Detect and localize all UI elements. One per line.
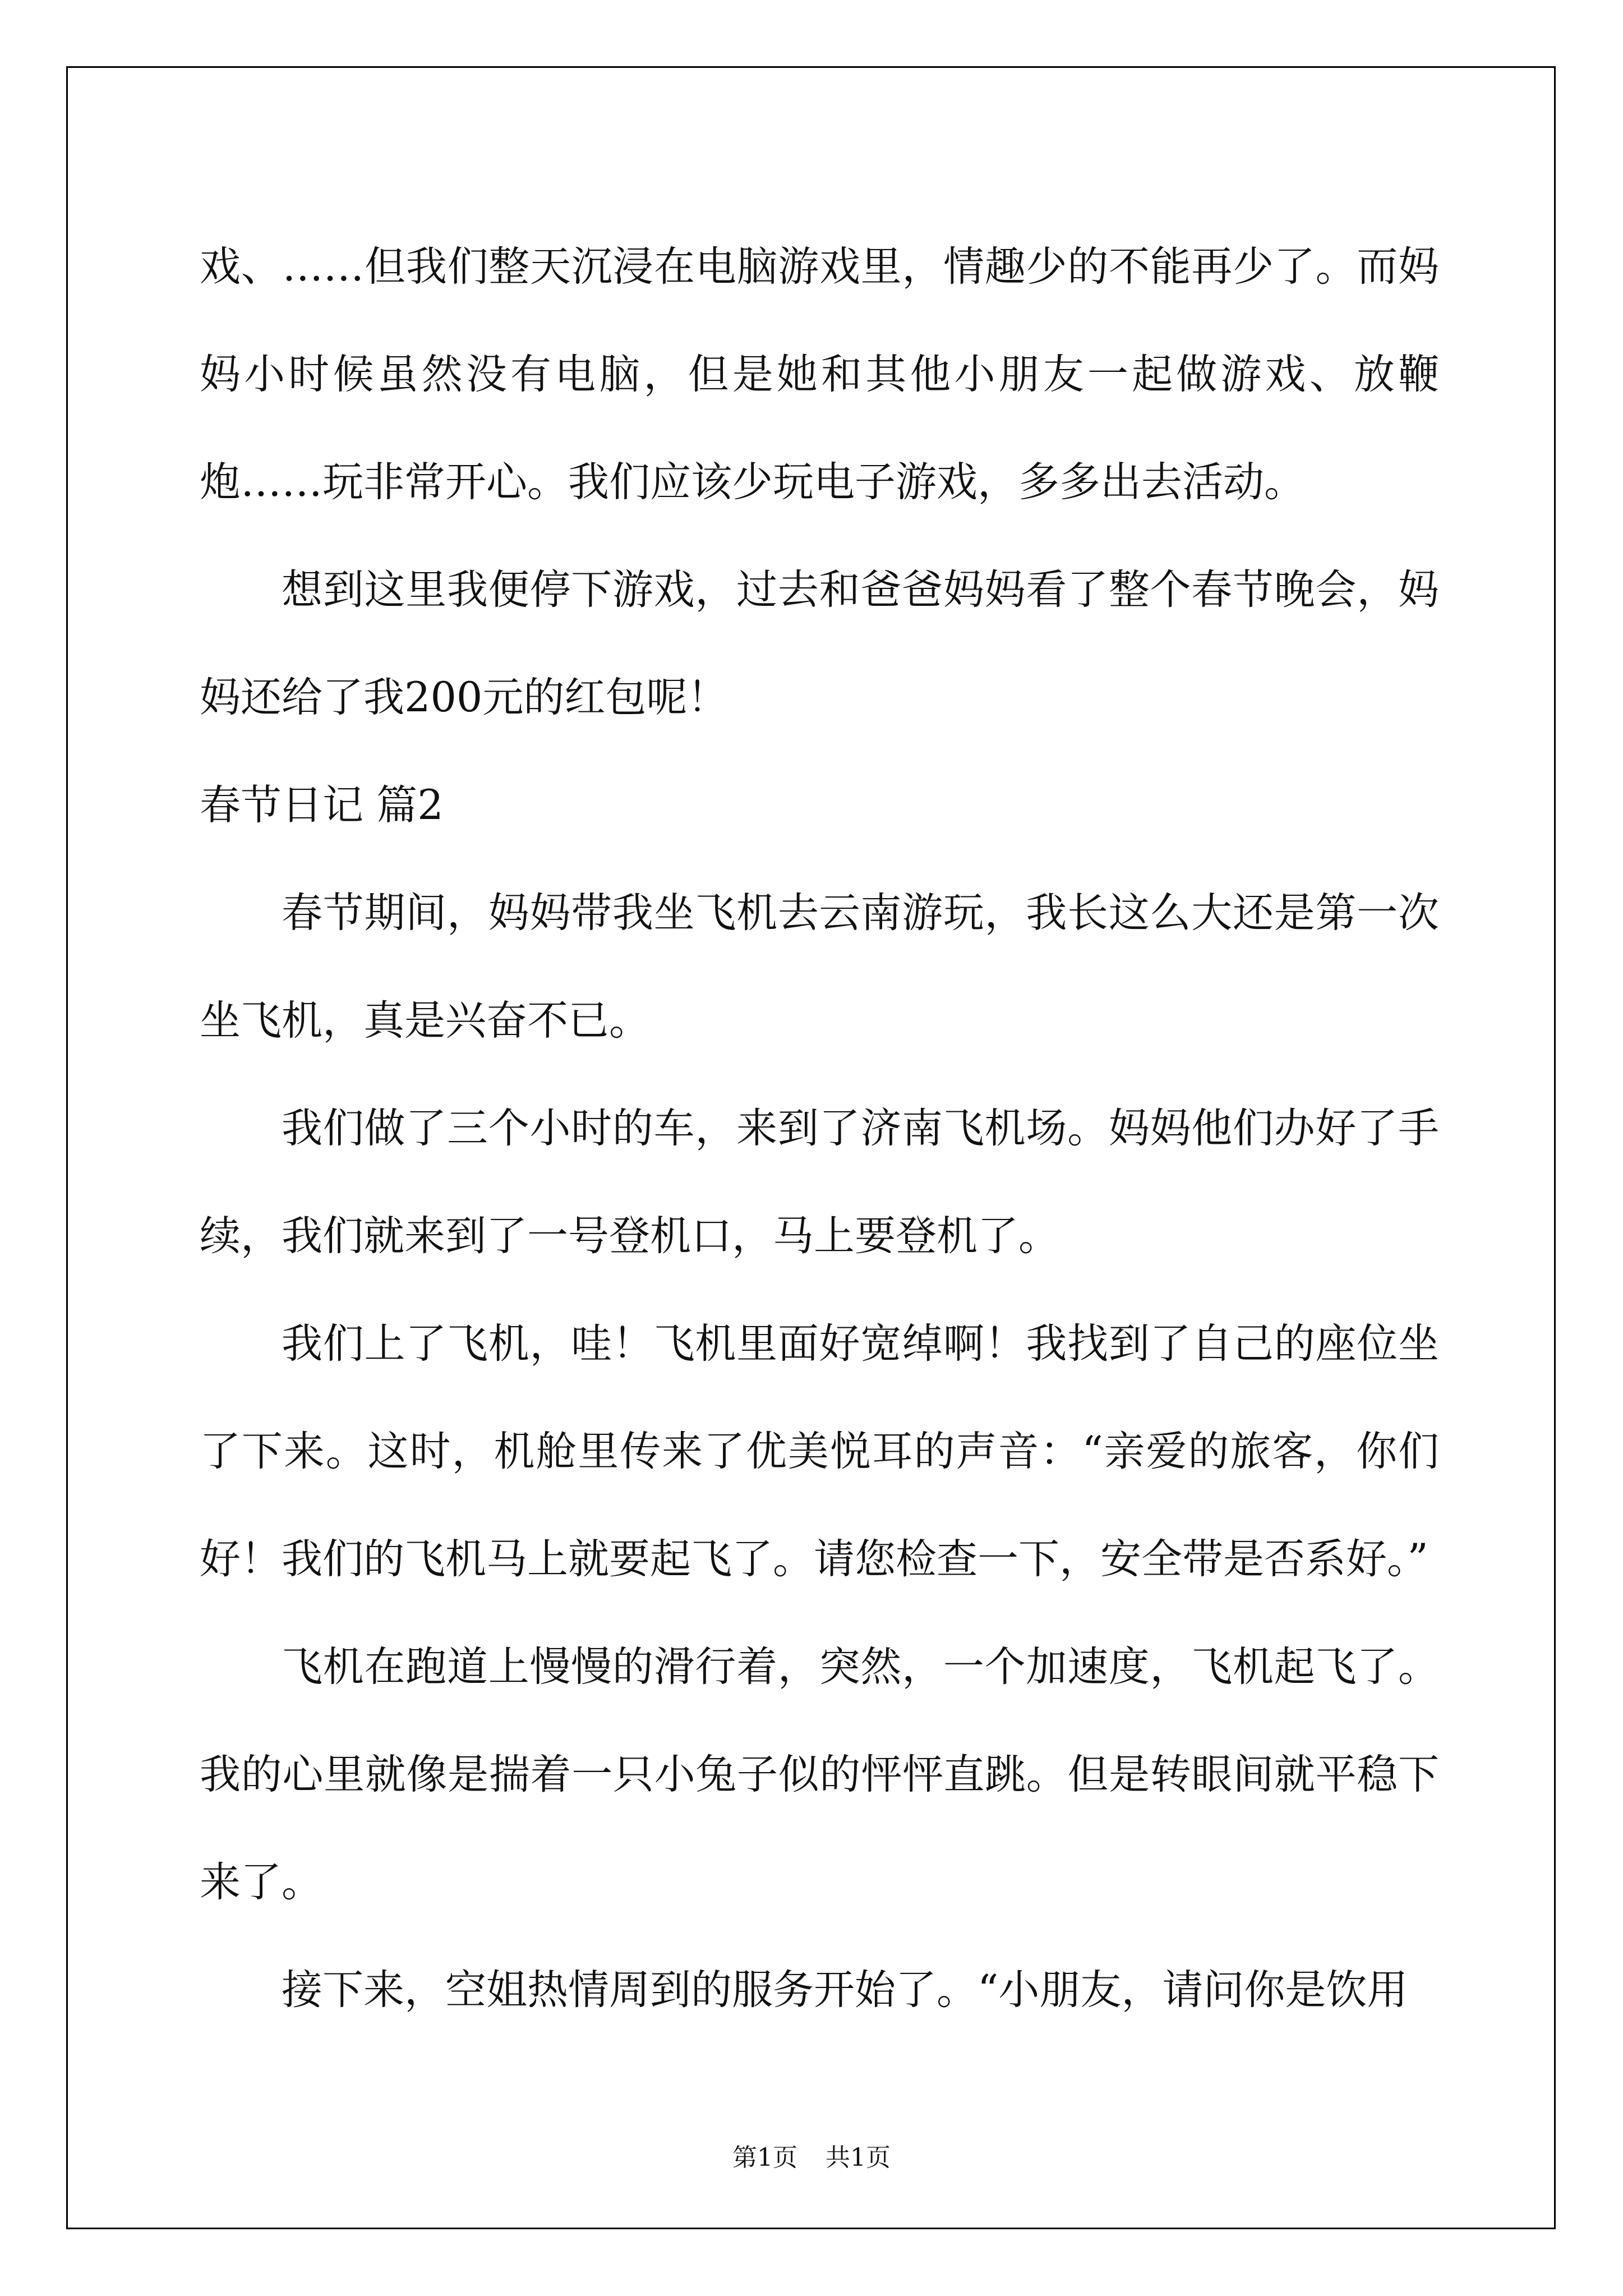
paragraph-2: 想到这里我便停下游戏，过去和爸爸妈妈看了整个春节晚会，妈妈还给了我200元的红包呢！ — [200, 566, 1439, 721]
section-heading: 春节日记 篇2 — [200, 781, 444, 829]
paragraph-4: 我们做了三个小时的车，来到了济南飞机场。妈妈他们办好了手续，我们就来到了一号登机口，马上要登机了。 — [200, 1105, 1439, 1260]
document-body — [200, 213, 1439, 2044]
paragraph-1: 戏、……但我们整天沉浸在电脑游戏里，情趣少的不能再少了。而妈妈小时候虽然没有电脑，但是她和其他小朋友一起做游戏、放鞭炮……玩非常开心。我们应该少玩电子游戏，多多出去活动。 — [200, 243, 1439, 506]
paragraph-7: 接下来，空姐热情周到的服务开始了。“小朋友，请问你是饮用 — [282, 1966, 1408, 2014]
paragraph-3: 春节期间，妈妈带我坐飞机去云南游玩，我长这么大还是第一次坐飞机，真是兴奋不已。 — [200, 889, 1439, 1045]
page-number: 第1页 — [732, 2143, 797, 2172]
paragraph-5: 我们上了飞机，哇！飞机里面好宽绰啊！我找到了自己的座位坐了下来。这时，机舱里传来了优美悦耳的声音：“亲爱的旅客，你们好！我们的飞机马上就要起飞了。请您检查一下，安全带是否系好。” — [200, 1320, 1439, 1583]
page-footer — [0, 2137, 1623, 2173]
paragraph-6: 飞机在跑道上慢慢的滑行着，突然，一个加速度，飞机起飞了。我的心里就像是揣着一只小兔子似的怦怦直跳。但是转眼间就平稳下来了。 — [200, 1643, 1439, 1906]
page-total: 共1页 — [826, 2143, 891, 2172]
